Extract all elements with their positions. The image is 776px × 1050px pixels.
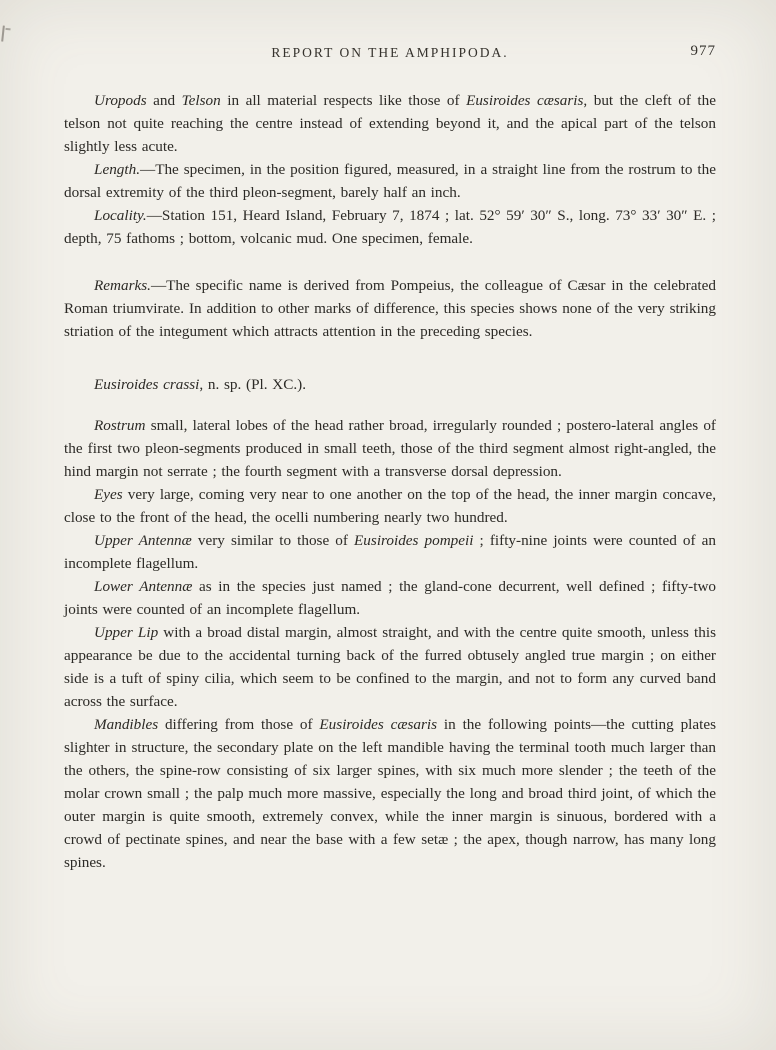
text-run: and bbox=[146, 92, 182, 109]
running-title: REPORT ON THE AMPHIPODA. bbox=[271, 45, 509, 60]
text-run: —The specimen, in the position figured, measured, in a straight line from the rostrum to the dorsal extremity of the third pleon-segment, barely half an inch. bbox=[64, 161, 716, 201]
paragraph-eyes bbox=[64, 483, 716, 529]
text-run: as in the species just named ; the gland-cone decurrent, well defined ; fifty-two joints were counted of an incomplete flagellum. bbox=[64, 578, 717, 618]
italic-text: Locality. bbox=[94, 207, 147, 224]
text-run: —The specific name is derived from Pompeius, the colleague of Cæsar in the celebrated Roman triumvirate. In addition to other marks of difference, this species shows none of the very striking striation of the integument which attracts attention in the preceding species. bbox=[64, 277, 716, 340]
text-run: differing from those of bbox=[158, 716, 320, 733]
italic-text: Length. bbox=[94, 161, 140, 178]
italic-text: Upper Lip bbox=[94, 624, 159, 641]
paragraph-remarks bbox=[64, 274, 716, 343]
paragraph-rostrum bbox=[64, 414, 716, 483]
text-run: in the following points—the cutting plates slighter in structure, the secondary plate on the left mandible having the terminal tooth much larger than the others, the spine-row consisting of six larger spines, with six much more slender ; the teeth of the molar crown small ; the palp much more massive, especially the long and broad third joint, of which the outer margin is quite smooth, extremely convex, while the inner margin is sinuous, bordered with a crowd of pectinate spines, and near the base with a few setæ ; the apex, though narrow, has many long spines. bbox=[64, 716, 717, 871]
species-heading bbox=[64, 373, 716, 396]
paragraph-upper-antennae bbox=[64, 529, 716, 575]
italic-text: Eusiroides cæsaris bbox=[466, 92, 584, 109]
paragraph-lower-antennae bbox=[64, 575, 716, 621]
italic-text: Telson bbox=[181, 92, 221, 109]
text-run: —Station 151, Heard Island, February 7, 1874 ; lat. 52° 59′ 30″ S., long. 73° 33′ 30″ E. ; depth, 75 fathoms ; bottom, volcanic mud. One specimen, female. bbox=[64, 207, 716, 247]
italic-text: Eusiroides cæsaris bbox=[319, 716, 438, 733]
italic-text: Uropods bbox=[94, 92, 147, 109]
italic-text: Mandibles bbox=[94, 716, 159, 733]
italic-text: Eusiroides pompeii bbox=[354, 532, 474, 549]
page-body bbox=[64, 89, 716, 874]
page-number: 977 bbox=[690, 43, 716, 59]
paragraph-mandibles bbox=[64, 713, 716, 874]
italic-text: Eusiroides crassi bbox=[94, 376, 200, 393]
text-run: very similar to those of bbox=[191, 532, 355, 549]
page-header bbox=[64, 44, 716, 62]
scan-artifact bbox=[1, 26, 13, 43]
italic-text: Eyes bbox=[94, 486, 123, 503]
text-run: with a broad distal margin, almost straight, and with the centre quite smooth, unless this appearance be due to the accidental turning back of the furred obtusely angled true margin ; on either side is a tuft of spiny cilia, which seem to be confined to the margin, and not to form any curved band across the surface. bbox=[64, 624, 716, 710]
text-run: , but the cleft of the telson not quite reaching the centre instead of extending beyond it, and the apical part of the telson slightly less acute. bbox=[64, 92, 716, 155]
paragraph-uropods-telson bbox=[64, 89, 716, 158]
paragraph-length bbox=[64, 158, 716, 204]
italic-text: Lower Antennæ bbox=[94, 578, 193, 595]
paragraph-locality bbox=[64, 204, 716, 250]
italic-text: Upper Antennæ bbox=[94, 532, 192, 549]
italic-text: Remarks. bbox=[94, 277, 151, 294]
text-run: in all material respects like those of bbox=[220, 92, 467, 109]
text-run: ; fifty-nine joints were counted of an incomplete flagellum. bbox=[64, 532, 717, 572]
text-run: very large, coming very near to one another on the top of the head, the inner margin concave, close to the front of the head, the ocelli numbering nearly two hundred. bbox=[64, 486, 716, 526]
italic-text: Rostrum bbox=[94, 417, 146, 434]
text-run: , n. sp. (Pl. XC.). bbox=[199, 376, 306, 393]
paragraph-upper-lip bbox=[64, 621, 716, 713]
text-run: small, lateral lobes of the head rather broad, irregularly rounded ; postero-lateral angles of the first two pleon-segments produced in small teeth, those of the third segment almost right-angled, the hind margin not serrate ; the fourth segment with a transverse dorsal depression. bbox=[64, 417, 716, 480]
